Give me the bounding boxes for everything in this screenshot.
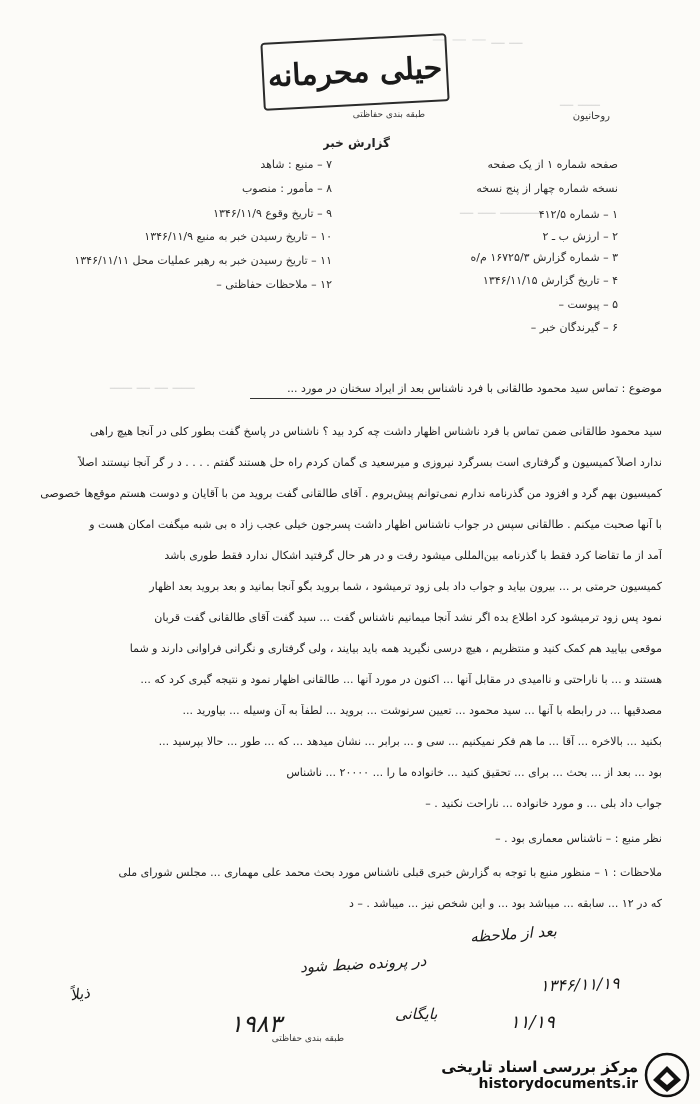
handwritten-note: ذیلاً: [68, 983, 91, 1005]
meta-report-number: ۳ – شماره گزارش ۱۶۷۲۵/۳ م/ه: [470, 251, 618, 264]
meta-operations-date: ۱۱ – تاریخ رسیدن خبر به رهبر عملیات محل ۱۳۴۶/۱۱/۱۱: [74, 254, 332, 267]
meta-number: ۱ – شماره ۴۱۲/۵: [538, 208, 618, 221]
office-label: روحانیون: [572, 111, 610, 122]
body-line: بکنید ... بالاخره ... آقا ... ما هم فکر نمیکنیم ... سی و ... برابر ... نشان میدهد ... که ... طور ... حالا بپرسید ...: [158, 735, 662, 748]
watermark-name: مرکز بررسی اسناد تاریخی: [441, 1058, 638, 1076]
meta-report-date: ۴ – تاریخ گزارش ۱۳۴۶/۱۱/۱۵: [482, 274, 618, 287]
footer-classification-label: طبقه بندی حفاظتی: [271, 1034, 344, 1044]
remarks-line: که در ۱۲ ... سابقه ... میباشد بود ... و این شخص نیز ... میباشد . – د: [348, 897, 662, 910]
meta-page-number: صفحه شماره ۱ از یک صفحه: [487, 158, 618, 171]
body-line: آمد از ما تقاضا کرد فقط با گذرنامه بین‌المللی میشود رفت و در هر حال گرفتید اشکال ندارد فقط طوری باشد: [164, 549, 662, 562]
body-line: جواب داد بلی ... و مورد خانواده ... ناراحت نکنید . –: [425, 797, 662, 810]
body-line: ندارد اصلاً کمیسیون و گرفتاری است بسرگرد نیروزی و میرسعید ی گمان کردم راه حل هستند گفتم . . . . د ر گر آنجا نیستند اصلاً: [78, 456, 662, 469]
bleed-through-text: ـــــ ـــ: [560, 92, 600, 110]
body-line: هستند و ... با ناراحتی و ناامیدی در مقابل آنها ... اکنون در مورد آنها ... طالقانی اظهار نمود و نتیجه گیری کرد که ...: [140, 673, 662, 686]
subject-underline: [250, 398, 440, 399]
handwritten-date: ۱۱/۱۹: [510, 1012, 555, 1033]
meta-event-date: ۹ – تاریخ وقوع ۱۳۴۶/۱۱/۹: [213, 207, 332, 220]
body-line: کمیسیون بهم گرد و افزود من گذرنامه ندارم نمی‌توانم پیش‌بروم . آقای طالقانی گفت بروید من با آقایان و دوست هستم موقع‌ها خصوصی: [40, 487, 662, 500]
watermark-url: historydocuments.ir: [478, 1076, 638, 1092]
classification-label: طبقه بندی حفاظتی: [352, 110, 425, 120]
evaluation-line: نظر منبع : – ناشناس معماری بود . –: [495, 832, 662, 845]
subject-line: موضوع : تماس سید محمود طالقانی با فرد ناشناس بعد از ایراد سخنان در مورد ...: [287, 382, 662, 395]
handwritten-note: بعد از ملاحظه: [469, 921, 558, 947]
handwritten-date: ۱۳۴۶/۱۱/۱۹: [539, 973, 620, 996]
body-line: کمیسیون حرمتی بر ... بیرون بیاید و جواب داد بلی زود ترمیشود ، شما بروید بگو آنجا بمانید و بعد بروید بعد اظهار: [149, 580, 662, 593]
handwritten-number: ۱۹۸۳: [230, 1010, 282, 1038]
meta-attachment: ۵ – پیوست –: [558, 298, 618, 311]
bleed-through-text: — — — ـــ ـــ: [432, 30, 523, 48]
body-line: با آنها صحبت میکنم . طالقانی سپس در جواب ناشناس اظهار داشت پسرجون خیلی عجب ‌زاد ه بی شبه میگفت امکان هست و: [89, 518, 662, 531]
body-line: موقعی بیایید هم کمک کنید و منتظریم ، هیچ درسی نگیرید همه باید بیایند ، ولی گرفتاری و نگرانی فراوانی دارند و شما: [129, 642, 662, 655]
archive-logo-icon: [644, 1052, 690, 1098]
body-line: سید محمود طالقانی ضمن تماس با فرد ناشناس اظهار داشت چه کرد بید ؟ ناشناس در پاسخ گفت بطور کلی در آنجا هیچ راهی: [89, 425, 662, 438]
body-line: بود ... بعد از ... بحث ... برای ... تحقیق کنید ... خانواده ما را ... ۲۰۰۰۰ ... ناشناس: [286, 766, 662, 779]
watermark: [416, 1052, 690, 1098]
handwritten-note: بایگانی: [395, 1005, 438, 1023]
meta-received-date: ۱۰ – تاریخ رسیدن خبر به منبع ۱۳۴۶/۱۱/۹: [144, 230, 332, 243]
handwritten-note: در پرونده ضبط شود: [299, 951, 427, 977]
bleed-through-text: ـــــــــ ــــ ـــ: [460, 200, 540, 218]
report-title: گزارش خبر: [322, 136, 390, 150]
body-line: نمود پس زود ترمیشود کرد اطلاع بده اگر نشد آنجا میمانیم ناشناس گفت ... سید گفت آقای طالقانی گفت قربان: [154, 611, 662, 624]
meta-value: ۲ – ارزش ب ـ ۲: [542, 230, 618, 243]
classification-stamp: حیلی محرمانه: [260, 33, 449, 111]
meta-source: ۷ – منبع : شاهد: [260, 158, 332, 171]
bleed-through-text: ـــــ ـــ ـــ ـــــ: [110, 375, 195, 393]
remarks-line: ملاحظات : ۱ – منظور منبع با توجه به گزارش خبری قبلی ناشناس مورد بحث محمد علی مهماری ... مجلس شورای ملی: [118, 866, 662, 879]
meta-security-notes: ۱۲ – ملاحظات حفاظتی –: [216, 278, 332, 291]
meta-agent: ۸ – مأمور : منصوب: [241, 182, 332, 195]
meta-recipients: ۶ – گیرندگان خبر –: [530, 321, 618, 334]
body-line: مصدقیها ... در رابطه با آنها ... سید محمود ... تعیین سرنوشت ... بروید ... لطفاً به آن وسیله ... بیاورید ...: [182, 704, 662, 717]
meta-copy-number: نسخه شماره چهار از پنج نسخه: [476, 182, 618, 195]
